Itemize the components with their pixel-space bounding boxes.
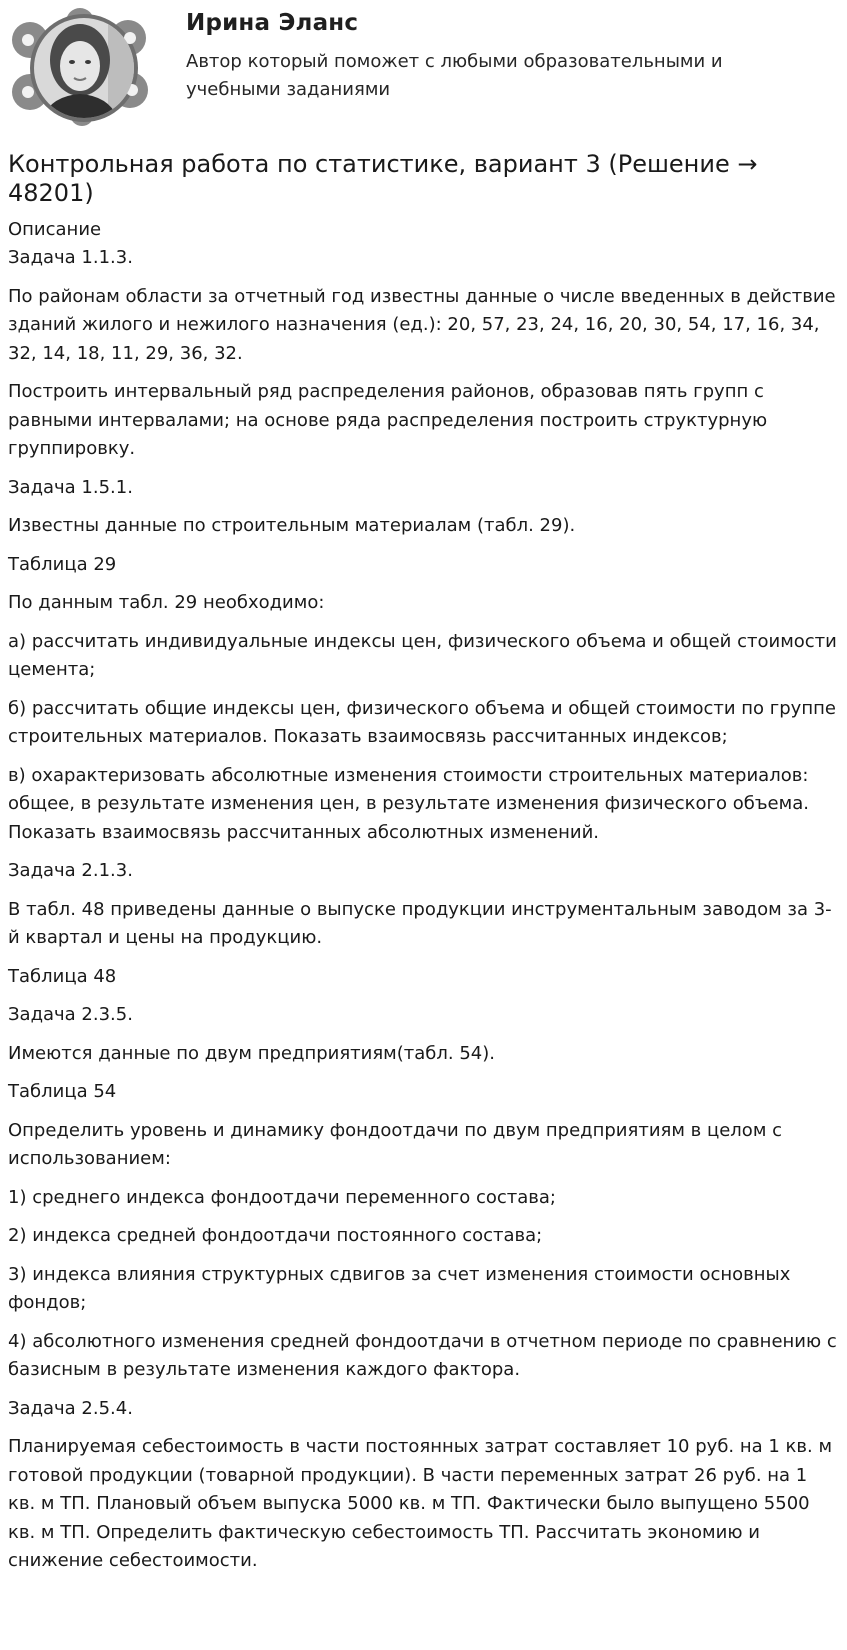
paragraph: Задача 1.5.1.	[8, 476, 133, 498]
paragraph: Известны данные по строительным материалам (табл. 29).	[8, 515, 576, 536]
author-avatar[interactable]	[8, 8, 150, 126]
paragraph: По данным табл. 29 необходимо:	[8, 592, 325, 613]
paragraph: Планируемая себестоимость в части постоянных затрат составляет 10 руб. на 1 кв. м готовой продукции (товарной продукции). В части переменных затрат 26 руб. на 1 кв. м ТП. Плановый объем выпуска 5000 кв. м ТП. Фактически было выпущено 5500 кв. м ТП. Определить фактическую себестоимость ТП. Рассчитать экономию и снижение себестоимости.	[8, 1436, 833, 1571]
paragraph: Задача 2.3.5.	[8, 1004, 133, 1025]
paragraph: Имеются данные по двум предприятиям(табл. 54).	[8, 1042, 495, 1064]
paragraph: Задача 1.1.3.	[8, 247, 133, 268]
description-content	[8, 216, 840, 1586]
paragraph: Задача 2.5.4.	[8, 1397, 133, 1419]
author-header	[0, 0, 847, 140]
paragraph: Задача 2.1.3.	[8, 860, 133, 881]
paragraph: 2) индекса средней фондоотдачи постоянного состава;	[8, 1225, 543, 1246]
paragraph: Таблица 54	[8, 1081, 117, 1102]
description-label: Описание	[8, 219, 102, 240]
paragraph: Таблица 48	[8, 965, 117, 987]
paragraph: Таблица 29	[8, 553, 117, 575]
paragraph: 3) индекса влияния структурных сдвигов за счет изменения стоимости основных фондов;	[8, 1263, 791, 1313]
paragraph: В табл. 48 приведены данные о выпуске продукции инструментальным заводом за 3-й квартал и цены на продукцию.	[8, 898, 832, 948]
paragraph: По районам области за отчетный год известны данные о числе введенных в действие зданий жилого и нежилого назначения (ед.): 20, 57, 23, 24, 16, 20, 30, 54, 17, 16, 34, 32, 14, 18, 11, 29, 36, 32.	[8, 285, 836, 364]
author-name[interactable]: Ирина Эланс	[186, 10, 359, 36]
paragraph: 1) среднего индекса фондоотдачи переменного состава;	[8, 1186, 556, 1208]
paragraph: б) рассчитать общие индексы цен, физического объема и общей стоимости по группе строительных материалов. Показать взаимосвязь рассчитанных индексов;	[8, 697, 836, 747]
author-bio: Автор который поможет с любыми образовательными и учебными заданиями	[186, 51, 723, 100]
paragraph: а) рассчитать индивидуальные индексы цен, физического объема и общей стоимости цемента;	[8, 630, 837, 680]
paragraph: Построить интервальный ряд распределения районов, образовав пять групп с равными интервалами; на основе ряда распределения построить структурную группировку.	[8, 381, 768, 459]
paragraph: Определить уровень и динамику фондоотдачи по двум предприятиям в целом с использованием:	[8, 1119, 783, 1169]
paragraph: в) охарактеризовать абсолютные изменения стоимости строительных материалов: общее, в результате изменения цен, в результате изменения физического объема. Показать взаимосвязь рассчитанных абсолютных изменений.	[8, 764, 809, 843]
paragraph: 4) абсолютного изменения средней фондоотдачи в отчетном периоде по сравнению с базисным в результате изменения каждого фактора.	[8, 1330, 837, 1380]
page-title: Контрольная работа по статистике, вариант 3 (Решение → 48201)	[8, 150, 758, 207]
